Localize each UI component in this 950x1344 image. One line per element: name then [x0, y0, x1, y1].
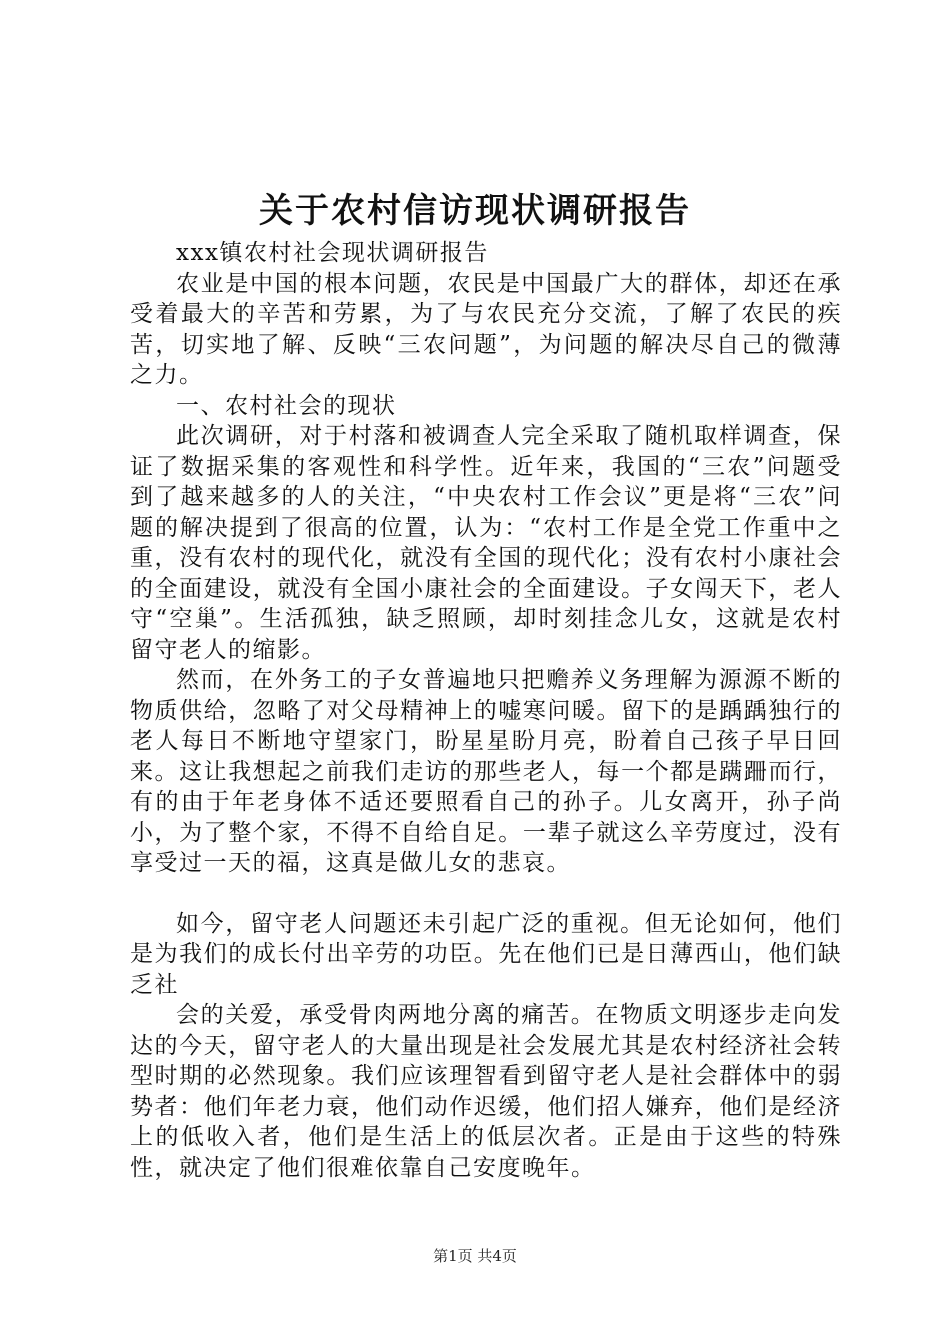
- paragraph-care: 会的关爱，承受骨肉两地分离的痛苦。在物质文明逐步走向发达的今天，留守老人的大量出现是社会发展尤其是农村经济社会转型时期的必然现象。我们应该理智看到留守老人是社会群体中的弱势者：他们年老力衰，他们动作迟缓，他们招人嫌弃，他们是经济上的低收入者，他们是生活上的低层次者。正是由于这些的特殊性，就决定了他们很难依靠自己安度晚年。: [130, 1002, 842, 1181]
- paragraph-survey: 此次调研，对于村落和被调查人完全采取了随机取样调查，保证了数据采集的客观性和科学性。近年来，我国的“三农”问题受到了越来越多的人的关注，“中央农村工作会议”更是将“三农”问题的解决提到了很高的位置，认为：“农村工作是全党工作重中之重，没有农村的现代化，就没有全国的现代化；没有农村小康社会的全面建设，就没有全国小康社会的全面建设。子女闯天下，老人守“空巢”。生活孤独，缺乏照顾，却时刻挂念儿女，这就是农村留守老人的缩影。: [130, 423, 842, 663]
- document-title: 关于农村信访现状调研报告: [259, 191, 691, 231]
- section-heading: 一、农村社会的现状: [176, 392, 397, 419]
- paragraph-intro: 农业是中国的根本问题，农民是中国最广大的群体，却还在承受着最大的辛苦和劳累，为了与农民充分交流，了解了农民的疾苦，切实地了解、反映“三农问题”，为问题的解决尽自己的微薄之力。: [130, 270, 842, 388]
- page-number: 第1页 共4页: [433, 1247, 517, 1265]
- paragraph-however: 然而，在外务工的子女普遍地只把赡养义务理解为源源不断的物质供给，忽略了对父母精神上的嘘寒问暖。留下的是踽踽独行的老人每日不断地守望家门，盼星星盼月亮，盼着自己孩子早日回来。这让我想起之前我们走访的那些老人，每一个都是蹒跚而行，有的由于年老身体不适还要照看自己的孙子。儿女离开，孙子尚小，为了整个家，不得不自给自足。一辈子就这么辛劳度过，没有享受过一天的福，这真是做儿女的悲哀。: [130, 667, 842, 876]
- paragraph-nowadays: 如今，留守老人问题还未引起广泛的重视。但无论如何，他们是为我们的成长付出辛劳的功臣。先在他们已是日薄西山，他们缺乏社: [130, 910, 842, 998]
- report-subtitle: xxx镇农村社会现状调研报告: [176, 240, 489, 266]
- document-body: [130, 238, 842, 1183]
